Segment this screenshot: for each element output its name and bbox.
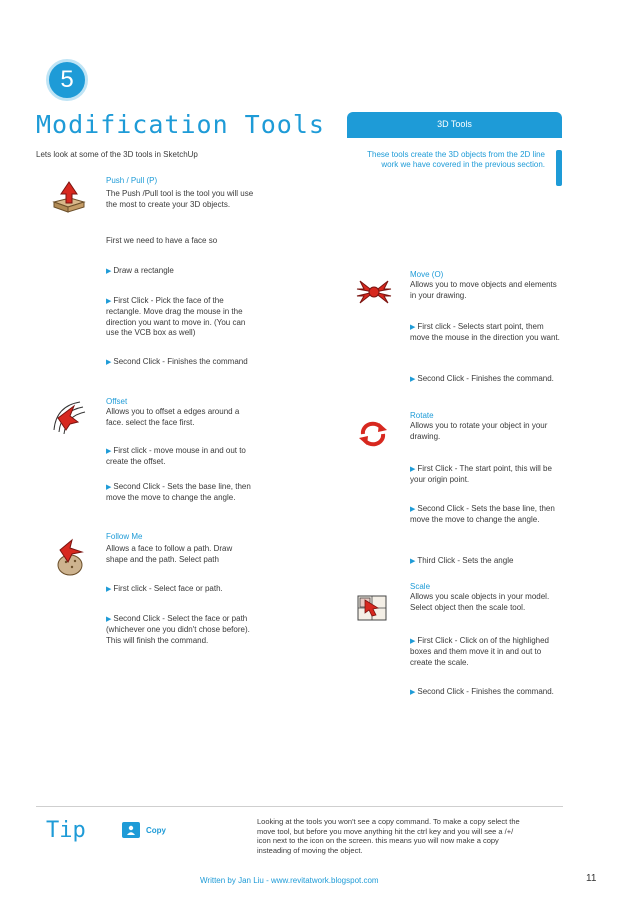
tip-label: Tip bbox=[46, 818, 86, 843]
sidebar-quote-bar bbox=[556, 150, 562, 186]
move-step2: ▶ Second Click - Finishes the command. bbox=[410, 374, 554, 383]
intro-text: Lets look at some of the 3D tools in SketchUp bbox=[36, 150, 198, 159]
bullet-arrow-icon: ▶ bbox=[410, 638, 416, 645]
user-glyph bbox=[126, 825, 136, 835]
tip-divider bbox=[36, 806, 563, 807]
bullet-arrow-icon: ▶ bbox=[410, 324, 416, 331]
rotate-heading: Rotate bbox=[410, 411, 434, 420]
bullet-arrow-icon: ▶ bbox=[410, 558, 416, 565]
user-icon bbox=[122, 822, 140, 838]
page-title: Modification Tools bbox=[36, 110, 325, 139]
pushpull-heading: Push / Pull (P) bbox=[106, 176, 158, 185]
bullet-arrow-icon: ▶ bbox=[106, 448, 112, 455]
offset-step2: ▶ Second Click - Sets the base line, then move the move to change the angle. bbox=[106, 482, 251, 503]
bullet-arrow-icon: ▶ bbox=[410, 506, 416, 513]
scale-step2: ▶ Second Click - Finishes the command. bbox=[410, 687, 554, 696]
push-pull-icon bbox=[50, 180, 88, 216]
bullet-arrow-icon: ▶ bbox=[106, 359, 112, 366]
offset-icon bbox=[50, 396, 88, 436]
offset-heading: Offset bbox=[106, 397, 128, 406]
move-icon bbox=[354, 275, 394, 309]
bullet-arrow-icon: ▶ bbox=[106, 268, 112, 275]
bullet-arrow-icon: ▶ bbox=[106, 298, 112, 305]
scale-heading: Scale bbox=[410, 582, 431, 591]
pushpull-step1: ▶ Draw a rectangle bbox=[106, 266, 174, 275]
bullet-arrow-icon: ▶ bbox=[410, 466, 416, 473]
footer-credit: Written by Jan Liu - www.revitatwork.blogspot.com bbox=[200, 876, 379, 885]
pushpull-desc: The Push /Pull tool is the tool you will use the most to create your 3D objects. bbox=[106, 189, 254, 209]
pushpull-note: First we need to have a face so bbox=[106, 236, 218, 245]
followme-heading: Follow Me bbox=[106, 532, 143, 541]
rotate-desc: Allows you to rotate your object in your drawing. bbox=[410, 421, 548, 441]
bullet-arrow-icon: ▶ bbox=[106, 484, 112, 491]
rotate-step1: ▶ First Click - The start point, this will be your origin point. bbox=[410, 464, 552, 485]
followme-step1: ▶ First click - Select face or path. bbox=[106, 584, 223, 593]
pushpull-step2: ▶ First Click - Pick the face of the rectangle. Move drag the mouse in the direction you want to move in. (You can use the VCB box as well) bbox=[106, 296, 246, 338]
offset-desc: Allows you to offset a edges around a face. select the face first. bbox=[106, 407, 240, 427]
bullet-arrow-icon: ▶ bbox=[106, 616, 112, 623]
bullet-arrow-icon: ▶ bbox=[106, 586, 112, 593]
move-step1: ▶ First click - Selects start point, them move the mouse in the direction you want. bbox=[410, 322, 560, 343]
followme-step2: ▶ Second Click - Select the face or path (whichever one you didn't chose before). This will finish the command. bbox=[106, 614, 250, 645]
tip-text: Looking at the tools you won't see a copy command. To make a copy select the move tool, but before you move anything hit the ctrl key and you will see a /+/ icon next to the icon on the screen. this means yuo will now make a copy insteading of moving the object. bbox=[257, 817, 520, 855]
sidebar-quote: These tools create the 3D objects from the 2D line work we have covered in the previous section. bbox=[367, 150, 545, 169]
move-desc: Allows you to move objects and elements in your drawing. bbox=[410, 280, 557, 300]
followme-desc: Allows a face to follow a path. Draw shape and the path. Select path bbox=[106, 544, 233, 564]
scale-desc: Allows you scale objects in your model. Select object then the scale tool. bbox=[410, 592, 550, 612]
rotate-step3: ▶ Third Click - Sets the angle bbox=[410, 556, 514, 565]
bullet-arrow-icon: ▶ bbox=[410, 689, 416, 696]
follow-me-icon bbox=[52, 538, 90, 578]
scale-step1: ▶ First Click - Click on of the highlighed boxes and them move it in and out to create the scale. bbox=[410, 636, 549, 667]
chapter-number-badge: 5 bbox=[46, 59, 88, 101]
copy-label: Copy bbox=[146, 826, 166, 835]
offset-step1: ▶ First click - move mouse in and out to create the offset. bbox=[106, 446, 246, 467]
pushpull-step3: ▶ Second Click - Finishes the command bbox=[106, 357, 248, 366]
bullet-arrow-icon: ▶ bbox=[410, 376, 416, 383]
sidebar-tab: 3D Tools bbox=[347, 112, 562, 136]
scale-icon bbox=[356, 594, 390, 624]
rotate-icon bbox=[357, 420, 389, 448]
page-number: 11 bbox=[586, 873, 597, 884]
move-heading: Move (O) bbox=[410, 270, 444, 279]
rotate-step2: ▶ Second Click - Sets the base line, then move the move to change the angle. bbox=[410, 504, 555, 525]
sidebar-tab-underline bbox=[347, 136, 562, 138]
